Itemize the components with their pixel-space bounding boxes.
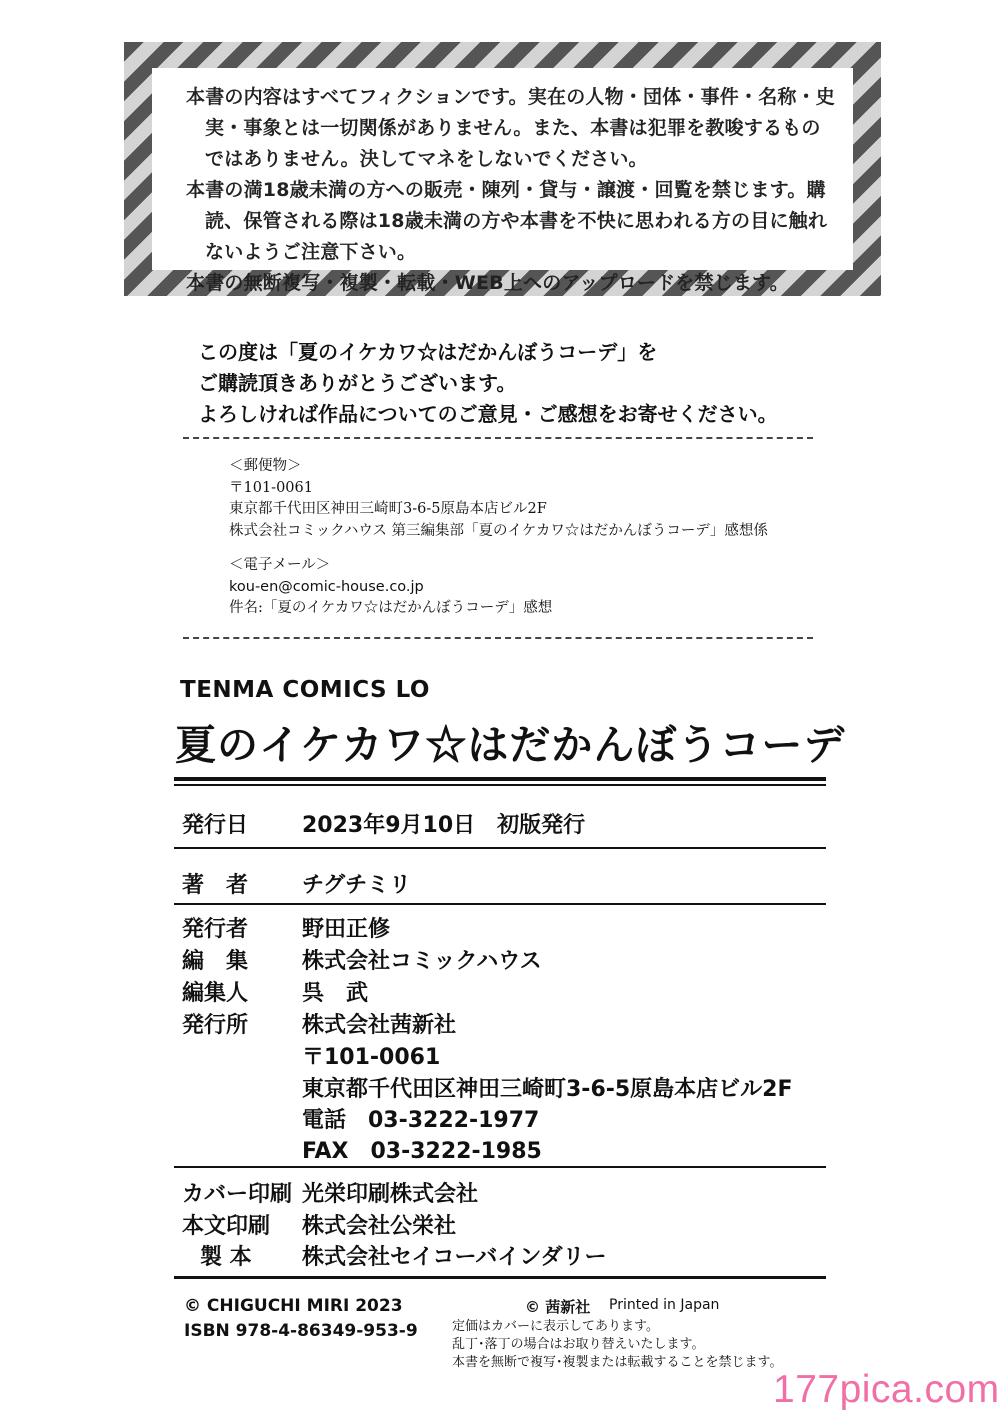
warning-box [124, 42, 881, 296]
author-label: 著 者 [182, 873, 249, 898]
site-watermark: 177pica.com [773, 1368, 1000, 1411]
mail-postal-code: 〒101-0061 [229, 479, 313, 496]
body-print-value: 株式会社公栄社 [302, 1214, 457, 1239]
editing-value: 株式会社コミックハウス [302, 949, 542, 974]
publisher-person-label: 発行者 [182, 917, 249, 942]
copy-prohibited-note: 本書を無断で複写･複製または転載することを禁じます。 [452, 1355, 783, 1370]
warning-text-panel [152, 68, 853, 294]
thanks-line: この度は「夏のイケカワ☆はだかんぼうコーデ」を [198, 340, 658, 364]
publisher-address: 東京都千代田区神田三崎町3-6-5原島本店ビル2F [302, 1077, 793, 1102]
isbn: ISBN 978-4-86349-953-9 [184, 1321, 418, 1341]
replacement-note: 乱丁･落丁の場合はお取り替えいたします。 [452, 1337, 705, 1352]
mail-recipient: 株式会社コミックハウス 第三編集部「夏のイケカワ☆はだかんぼうコーデ」感想係 [229, 522, 768, 539]
printed-in-japan: Printed in Japan [609, 1297, 720, 1313]
cover-print-label: カバー印刷 [182, 1182, 293, 1207]
binding-label: 製 本 [200, 1245, 252, 1270]
mail-heading: ＜郵便物＞ [229, 458, 302, 474]
author-value: チグチミリ [302, 873, 412, 898]
copyright: © CHIGUCHI MIRI 2023 [184, 1296, 403, 1316]
body-print-label: 本文印刷 [182, 1214, 271, 1239]
thanks-line: よろしければ作品についてのご意見・ご感想をお寄せください。 [198, 402, 778, 426]
email-address: kou-en@comic-house.co.jp [229, 578, 424, 595]
row-divider [174, 1166, 826, 1168]
publisher-postal-code: 〒101-0061 [302, 1045, 441, 1070]
editing-label: 編 集 [182, 949, 249, 974]
publisher-label: 発行所 [182, 1013, 249, 1038]
series-name: TENMA COMICS LO [180, 677, 430, 703]
row-divider [174, 903, 826, 905]
publisher-person-value: 野田正修 [302, 917, 391, 942]
warning-line-copy-prohibited: 本書の無断複写・複製・転載・WEB上へのアップロードを禁じます。 [186, 272, 789, 294]
dashed-divider [183, 437, 813, 439]
mail-contact [229, 456, 849, 542]
publisher-mark: © 茜新社 [525, 1298, 591, 1316]
title-rule [174, 777, 826, 781]
bottom-rule [174, 1276, 826, 1279]
editor-value: 呉 武 [302, 981, 369, 1006]
thanks-message [198, 337, 838, 430]
dashed-divider [183, 637, 813, 639]
book-title: 夏のイケカワ☆はだかんぼうコーデ [175, 721, 846, 769]
editor-label: 編集人 [182, 981, 249, 1006]
warning-line-age-restriction: 本書の満18歳未満の方への販売・陳列・貸与・譲渡・回覧を禁じます。購読、保管される際は18歳未満の方や本書を不快に思われる方の目に触れないようご注意下さい。 [186, 179, 828, 263]
price-note: 定価はカバーに表示してあります。 [452, 1319, 659, 1334]
row-divider [174, 847, 826, 849]
issue-date-label: 発行日 [182, 813, 249, 838]
issue-date-value: 2023年9月10日 初版発行 [302, 813, 586, 838]
email-subject: 件名:「夏のイケカワ☆はだかんぼうコーデ」感想 [229, 600, 553, 616]
email-heading: ＜電子メール＞ [229, 557, 331, 573]
mail-address: 東京都千代田区神田三崎町3-6-5原島本店ビル2F [229, 501, 547, 517]
cover-print-value: 光栄印刷株式会社 [302, 1182, 479, 1207]
binding-value: 株式会社セイコーバインダリー [302, 1245, 607, 1270]
title-rule-thin [174, 784, 826, 786]
warning-line-fiction: 本書の内容はすべてフィクションです。実在の人物・団体・事件・名称・史実・事象とは一切関係がありません。また、本書は犯罪を教唆するものではありません。決してマネをしないでください。 [186, 86, 836, 170]
thanks-line: ご購読頂きありがとうございます。 [198, 371, 517, 395]
publisher-value: 株式会社茜新社 [302, 1013, 457, 1038]
publisher-fax: FAX 03-3222-1985 [302, 1139, 542, 1164]
email-contact [229, 555, 849, 620]
publisher-tel: 電話 03-3222-1977 [302, 1108, 540, 1133]
